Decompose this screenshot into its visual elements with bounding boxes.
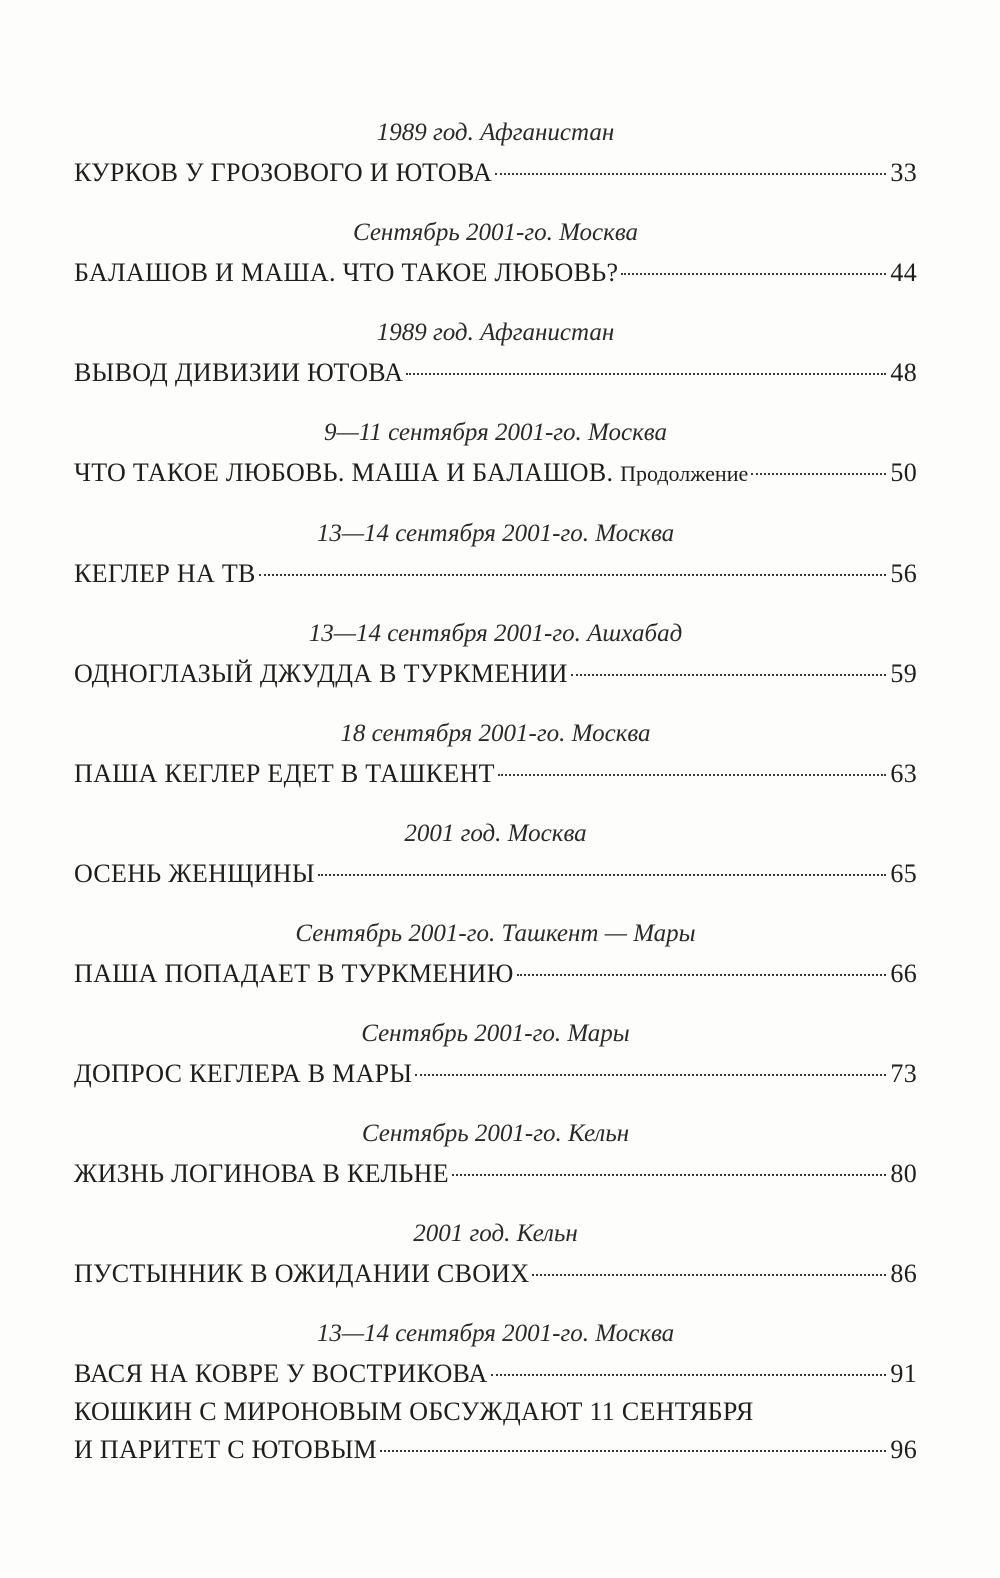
toc-entry-title (74, 154, 492, 192)
toc-section (74, 813, 917, 893)
dot-leader (318, 874, 887, 876)
toc-entry-title (74, 1255, 529, 1293)
dot-leader (532, 1274, 886, 1276)
toc-section (74, 212, 917, 292)
toc-entry-title (74, 955, 514, 993)
toc-entry-title-text: ДОПРОС КЕГЛЕРА В МАРЫ (74, 1059, 413, 1088)
toc-entry (74, 1355, 917, 1393)
toc-entry-title (74, 555, 256, 593)
toc-section (74, 613, 917, 693)
toc-entry-title (74, 1355, 488, 1393)
page-number: 33 (890, 158, 917, 187)
toc-entry-title-text: ОСЕНЬ ЖЕНЩИНЫ (74, 859, 315, 888)
toc-section (74, 1113, 917, 1193)
toc-section (74, 713, 917, 793)
dot-leader (452, 1174, 886, 1176)
toc-section (74, 412, 917, 493)
toc-entry-title-text: И ПАРИТЕТ С ЮТОВЫМ (74, 1435, 377, 1464)
toc-entry-title (74, 1155, 449, 1193)
page-number: 91 (890, 1359, 917, 1388)
toc-entry (74, 855, 917, 893)
section-heading: 13—14 сентября 2001-го. Ашхабад (308, 620, 683, 647)
page-number: 48 (890, 358, 917, 387)
toc-entry-title-text: ОДНОГЛАЗЫЙ ДЖУДДА В ТУРКМЕНИИ (74, 659, 568, 688)
dot-leader (495, 173, 886, 175)
toc-entry-title-text: ВАСЯ НА КОВРЕ У ВОСТРИКОВА (74, 1359, 488, 1388)
toc-entry-title-text: ПАША КЕГЛЕР ЕДЕТ В ТАШКЕНТ (74, 759, 495, 788)
toc-entry (74, 555, 917, 593)
dot-leader (259, 574, 887, 576)
toc-entry (74, 454, 917, 493)
toc-section (74, 513, 917, 593)
page-number: 96 (890, 1435, 917, 1464)
dot-leader (491, 1374, 887, 1376)
dot-leader (517, 974, 887, 976)
toc-section (74, 913, 917, 993)
page-number: 63 (890, 759, 917, 788)
toc-entry-title-text: ПУСТЫННИК В ОЖИДАНИИ СВОИХ (74, 1259, 530, 1288)
toc-entry-title-text: ЖИЗНЬ ЛОГИНОВА В КЕЛЬНЕ (74, 1159, 449, 1188)
toc-entry-title (74, 855, 315, 893)
page-number: 86 (890, 1259, 917, 1288)
toc-entry-title-text: КУРКОВ У ГРОЗОВОГО И ЮТОВА (74, 158, 493, 187)
toc-entry-title (74, 655, 568, 693)
toc-entry (74, 154, 917, 192)
dot-leader (571, 674, 887, 676)
toc-entry-title-text: БАЛАШОВ И МАША. ЧТО ТАКОЕ ЛЮБОВЬ? (74, 258, 619, 287)
dot-leader (751, 473, 886, 475)
toc-section (74, 1213, 917, 1293)
toc-entry-title-text: ВЫВОД ДИВИЗИИ ЮТОВА (74, 358, 404, 387)
page-number: 44 (890, 258, 917, 287)
toc-entry (74, 655, 917, 693)
page-number: 59 (890, 659, 917, 688)
toc-section (74, 1313, 917, 1469)
toc-entry-title-line: КОШКИН С МИРОНОВЫМ ОБСУЖДАЮТ 11 СЕНТЯБРЯ (74, 1397, 754, 1426)
page-number: 80 (890, 1159, 917, 1188)
section-heading: 13—14 сентября 2001-го. Москва (316, 1320, 675, 1347)
toc-section (74, 112, 917, 192)
section-heading: 1989 год. Афганистан (376, 319, 615, 346)
toc-entry (74, 1155, 917, 1193)
toc-entry-title (74, 454, 748, 493)
section-heading: 1989 год. Афганистан (376, 119, 615, 146)
page-number: 73 (890, 1059, 917, 1088)
page-number: 50 (890, 458, 917, 487)
table-of-contents (74, 112, 917, 1489)
toc-entry-title-text: ЧТО ТАКОЕ ЛЮБОВЬ. МАША И БАЛАШОВ. (74, 458, 614, 487)
dot-leader (406, 373, 886, 375)
toc-section (74, 1013, 917, 1093)
toc-entry (74, 955, 917, 993)
toc-entry-title (74, 1055, 412, 1093)
dot-leader (621, 273, 886, 275)
toc-entry-title-text: ПАША ПОПАДАЕТ В ТУРКМЕНИЮ (74, 959, 514, 988)
toc-entry (74, 1431, 917, 1469)
toc-entry (74, 254, 917, 292)
toc-entry (74, 1255, 917, 1293)
toc-section (74, 312, 917, 392)
section-heading: Сентябрь 2001-го. Кельн (361, 1120, 630, 1147)
toc-entry (74, 755, 917, 793)
section-heading: Сентябрь 2001-го. Мары (361, 1020, 630, 1047)
toc-entry-title (74, 254, 618, 292)
toc-entry-title-text: КЕГЛЕР НА ТВ (74, 559, 256, 588)
section-heading: Сентябрь 2001-го. Ташкент — Мары (295, 920, 696, 947)
toc-entry (74, 1055, 917, 1093)
section-heading: Сентябрь 2001-го. Москва (352, 219, 639, 246)
section-heading: 2001 год. Москва (404, 820, 587, 847)
page-number: 66 (890, 959, 917, 988)
dot-leader (498, 774, 887, 776)
page-number: 56 (890, 559, 917, 588)
toc-entry-title (74, 354, 403, 392)
toc-entry-suffix: Продолжение (620, 461, 749, 486)
dot-leader (415, 1074, 886, 1076)
section-heading: 9—11 сентября 2001-го. Москва (323, 419, 667, 446)
toc-entry-title (74, 1431, 377, 1469)
section-heading: 13—14 сентября 2001-го. Москва (316, 520, 675, 547)
toc-entry (74, 354, 917, 392)
page-number: 65 (890, 859, 917, 888)
section-heading: 2001 год. Кельн (413, 1220, 578, 1247)
toc-entry-title (74, 755, 495, 793)
dot-leader (380, 1450, 886, 1452)
section-heading: 18 сентября 2001-го. Москва (340, 720, 651, 747)
